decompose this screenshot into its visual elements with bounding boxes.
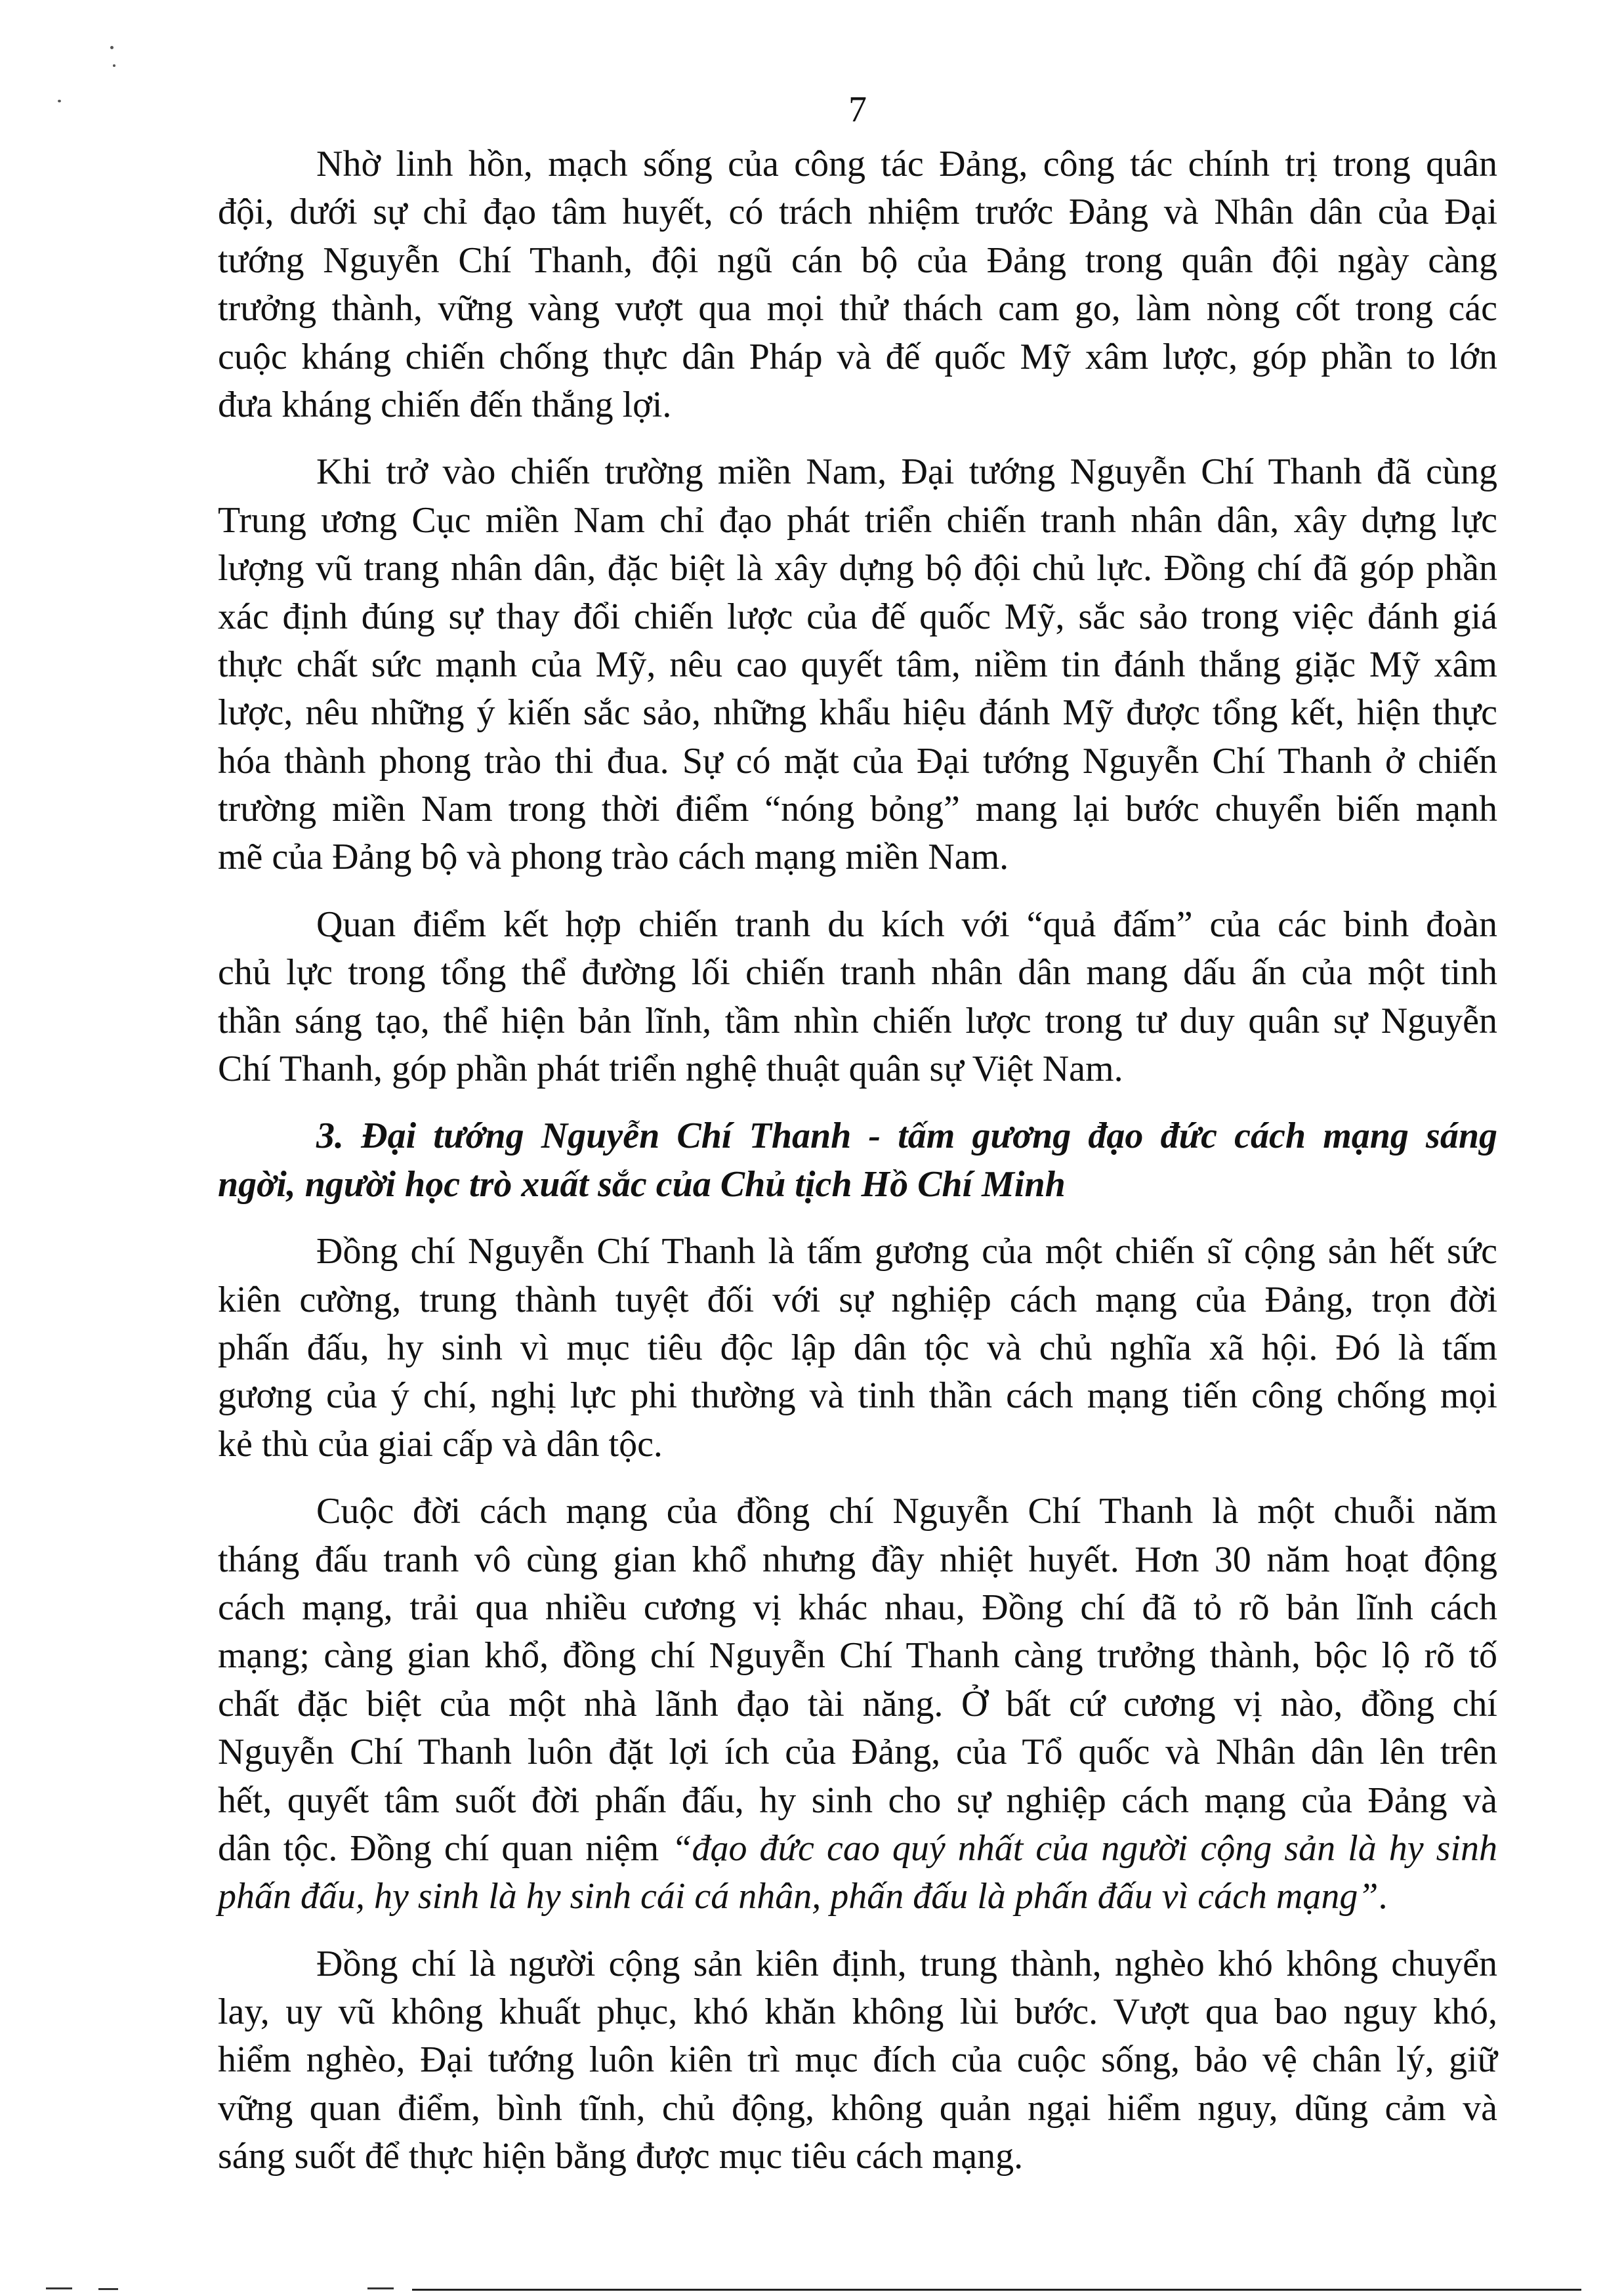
scan-speck: [110, 46, 114, 49]
scan-speck: [113, 64, 115, 67]
document-body: [218, 140, 1497, 2181]
quotation: “đạo đức cao quý nhất của người cộng sản là hy sinh: [671, 1827, 1498, 1869]
text-line: mạng; càng gian khổ, đồng chí Nguyễn Chí Thanh càng trưởng thành, bộc lộ rõ tố: [218, 1635, 1497, 1677]
line-text: .: [1378, 1876, 1388, 1917]
text-line: thực chất sức mạnh của Mỹ, nêu cao quyết tâm, niềm tin đánh thắng giặc Mỹ xâm: [218, 644, 1497, 685]
text-line: hết, quyết tâm suốt đời phấn đấu, hy sinh cho sự nghiệp cách mạng của Đảng và: [218, 1780, 1497, 1821]
heading-line: ngời, người học trò xuất sắc của Chủ tịch Hồ Chí Minh: [218, 1163, 1066, 1205]
text-line: gương của ý chí, nghị lực phi thường và tinh thần cách mạng tiến công chống mọi: [218, 1375, 1497, 1417]
paragraph-6: [218, 1940, 1497, 2181]
text-line: chủ lực trong tổng thể đường lối chiến tranh nhân dân mang dấu ấn của một tinh: [218, 952, 1497, 993]
text-line: phấn đấu, hy sinh vì mục tiêu độc lập dân tộc và chủ nghĩa xã hội. Đó là tấm: [218, 1327, 1497, 1368]
page-number: 7: [848, 89, 867, 130]
text-line: đưa kháng chiến đến thắng lợi.: [218, 384, 672, 425]
text-line: Trung ương Cục miền Nam chỉ đạo phát triển chiến tranh nhân dân, xây dựng lực: [218, 499, 1497, 541]
text-line: Quan điểm kết hợp chiến tranh du kích với “quả đấm” của các binh đoàn: [316, 904, 1497, 945]
text-line: hiểm nghèo, Đại tướng luôn kiên trì mục đích của cuộc sống, bảo vệ chân lý, giữ: [218, 2039, 1497, 2081]
text-line: [218, 1825, 1497, 1873]
text-line: kiên cường, trung thành tuyệt đối với sự nghiệp cách mạng của Đảng, trọn đời: [218, 1279, 1497, 1320]
text-line: sáng suốt để thực hiện bằng được mục tiêu cách mạng.: [218, 2136, 1024, 2177]
text-line: xác định đúng sự thay đổi chiến lược của đế quốc Mỹ, sắc sảo trong việc đánh giá: [218, 596, 1497, 637]
text-line: tướng Nguyễn Chí Thanh, đội ngũ cán bộ của Đảng trong quân đội ngày càng: [218, 240, 1497, 281]
text-line: hóa thành phong trào thi đua. Sự có mặt của Đại tướng Nguyễn Chí Thanh ở chiến: [218, 740, 1497, 782]
text-line: tháng đấu tranh vô cùng gian khổ nhưng đầy nhiệt huyết. Hơn 30 năm hoạt động: [218, 1539, 1497, 1580]
text-line: vững quan điểm, bình tĩnh, chủ động, không quản ngại hiểm nguy, dũng cảm và: [218, 2087, 1497, 2129]
text-line: Cuộc đời cách mạng của đồng chí Nguyễn Chí Thanh là một chuỗi năm: [316, 1491, 1497, 1532]
scan-mark: [46, 2287, 72, 2289]
heading-line: 3. Đại tướng Nguyễn Chí Thanh - tấm gương đạo đức cách mạng sáng: [316, 1116, 1497, 1157]
paragraph-4: [218, 1228, 1497, 1469]
scan-mark: [98, 2288, 118, 2290]
text-line: chất đặc biệt của một nhà lãnh đạo tài năng. Ở bất cứ cương vị nào, đồng chí: [218, 1683, 1497, 1724]
text-line: lược, nêu những ý kiến sắc sảo, những khẩu hiệu đánh Mỹ được tổng kết, hiện thực: [218, 692, 1497, 734]
scan-mark: [367, 2287, 394, 2289]
text-line: trưởng thành, vững vàng vượt qua mọi thử thách cam go, làm nòng cốt trong các: [218, 288, 1497, 329]
paragraph-3: [218, 901, 1497, 1094]
text-line: lay, uy vũ không khuất phục, khó khăn không lùi bước. Vượt qua bao nguy khó,: [218, 1992, 1497, 2033]
line-text: dân tộc. Đồng chí quan niệm: [218, 1827, 659, 1869]
text-line: cuộc kháng chiến chống thực dân Pháp và đế quốc Mỹ xâm lược, góp phần to lớn: [218, 336, 1497, 377]
text-line: trường miền Nam trong thời điểm “nóng bỏng” mang lại bước chuyển biến mạnh: [218, 789, 1497, 830]
section-heading: [218, 1112, 1497, 1209]
scan-speck: [58, 100, 61, 102]
text-line: Nguyễn Chí Thanh luôn đặt lợi ích của Đảng, của Tổ quốc và Nhân dân lên trên: [218, 1732, 1497, 1773]
text-line: mẽ của Đảng bộ và phong trào cách mạng miền Nam.: [218, 837, 1009, 878]
text-line: cách mạng, trải qua nhiều cương vị khác nhau, Đồng chí đã tỏ rõ bản lĩnh cách: [218, 1587, 1497, 1628]
text-line: Đồng chí Nguyễn Chí Thanh là tấm gương của một chiến sĩ cộng sản hết sức: [316, 1231, 1497, 1272]
bottom-rule: [412, 2289, 1581, 2291]
paragraph-2: [218, 448, 1497, 882]
text-line: Khi trở vào chiến trường miền Nam, Đại tướng Nguyễn Chí Thanh đã cùng: [316, 451, 1497, 493]
text-line: thần sáng tạo, thể hiện bản lĩnh, tầm nhìn chiến lược trong tư duy quân sự Nguyễn: [218, 1000, 1497, 1041]
text-line: Nhờ linh hồn, mạch sống của công tác Đảng, công tác chính trị trong quân: [316, 144, 1497, 184]
text-line: Đồng chí là người cộng sản kiên định, trung thành, nghèo khó không chuyển: [316, 1943, 1497, 1984]
text-line: [218, 1873, 1497, 1921]
text-line: đội, dưới sự chỉ đạo tâm huyết, có trách nhiệm trước Đảng và Nhân dân của Đại: [218, 192, 1497, 233]
paragraph-1: [218, 140, 1497, 429]
text-line: lượng vũ trang nhân dân, đặc biệt là xây dựng bộ đội chủ lực. Đồng chí đã góp phần: [218, 548, 1497, 589]
quotation: phấn đấu, hy sinh là hy sinh cái cá nhân, phấn đấu là phấn đấu vì cách mạng”: [218, 1876, 1379, 1917]
text-line: Chí Thanh, góp phần phát triển nghệ thuật quân sự Việt Nam.: [218, 1049, 1123, 1090]
paragraph-5: [218, 1488, 1497, 1921]
text-line: kẻ thù của giai cấp và dân tộc.: [218, 1423, 663, 1465]
